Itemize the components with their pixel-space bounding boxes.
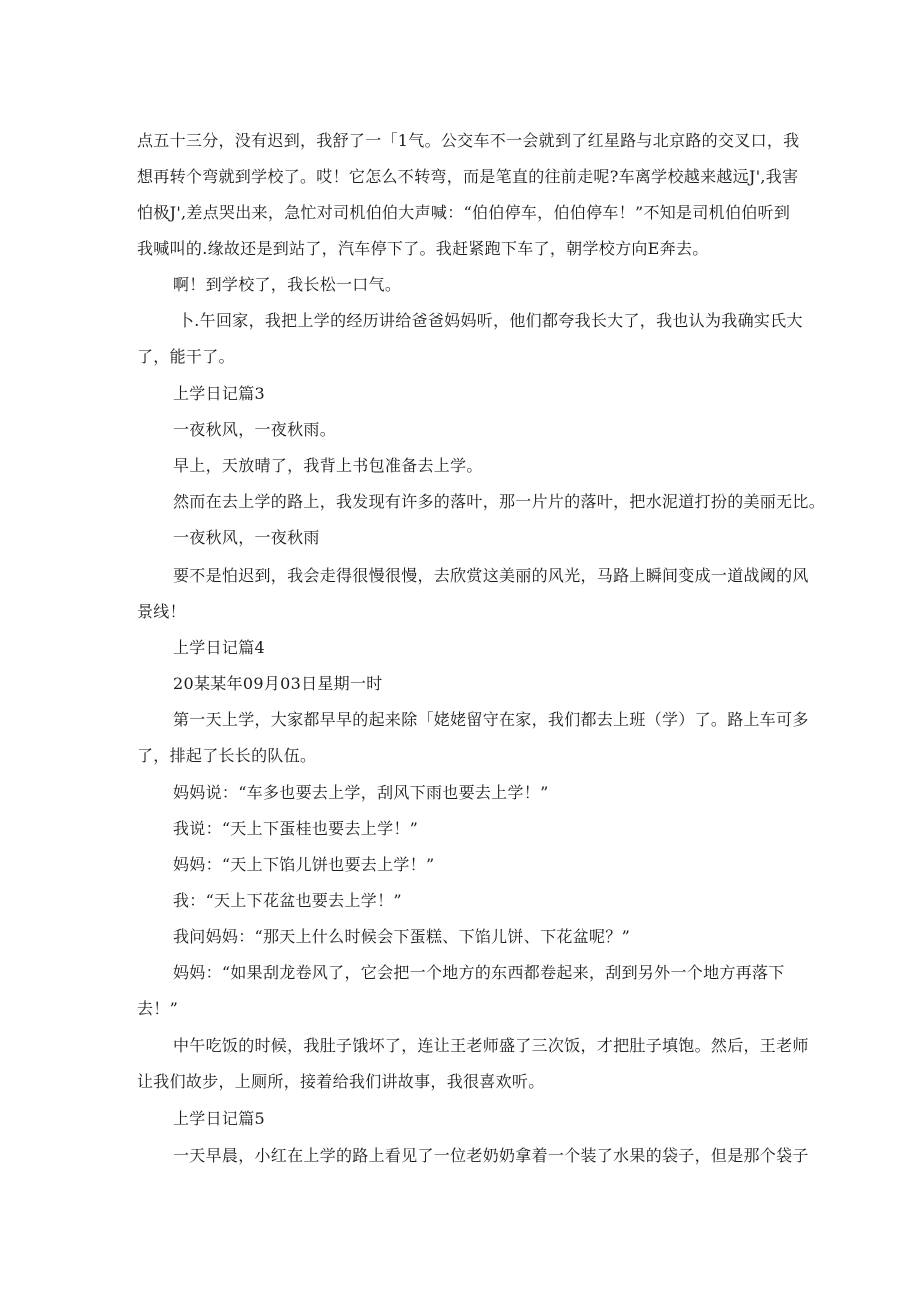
paragraph-line: 要不是怕迟到，我会走得很慢很慢，去欣赏这美丽的风光，马路上瞬间变成一道战阈的风 <box>173 566 809 585</box>
paragraph-line: 啊！到学校了，我长松一口气。 <box>173 275 402 294</box>
paragraph-line: 中午吃饭的时候，我肚子饿坏了，连让王老师盛了三次饭，才把肚子填饱。然后，王老师 <box>173 1036 809 1055</box>
section-heading: 上学日记篇3 <box>173 384 265 403</box>
paragraph-line: 一天早晨，小红在上学的路上看见了一位老奶奶拿着一个装了水果的袋子，但是那个袋子 <box>173 1146 809 1165</box>
paragraph-line: 然而在去上学的路上，我发现有许多的落叶，那一片片的落叶，把水泥道打扮的美丽无比。 <box>173 492 826 511</box>
dialogue-line: 妈妈：“天上下馅儿饼也要去上学！” <box>173 855 435 874</box>
section-heading: 上学日记篇4 <box>173 638 265 657</box>
paragraph-line: 点五十三分，没有迟到，我舒了一「1气。公交车不一会就到了红星路与北京路的交叉口，我 <box>137 131 800 150</box>
paragraph-line: 一夜秋风，一夜秋雨 <box>173 528 320 547</box>
paragraph-line: 一夜秋风，一夜秋雨。 <box>173 420 337 439</box>
section-heading: 上学日记篇5 <box>173 1109 265 1128</box>
dialogue-line: 妈妈：“如果刮龙卷风了，它会把一个地方的东西都卷起来，刮到另外一个地方再落下 <box>173 963 785 982</box>
dialogue-line: 妈妈说：“车多也要去上学，刮风下雨也要去上学！” <box>173 783 549 802</box>
paragraph-line: 了，排起了长长的队伍。 <box>137 746 317 765</box>
dialogue-line: 我：“天上下花盆也要去上学！” <box>173 891 402 910</box>
dialogue-line: 我说：“天上下蛋桂也要去上学！” <box>173 819 419 838</box>
paragraph-line: 怕极J',差点哭出来，急忙对司机伯伯大声喊：“伯伯停车，伯伯停车！”不知是司机伯伯听到 <box>137 203 791 222</box>
paragraph-line: 卜.午回家，我把上学的经历讲给爸爸妈妈听，他们都夸我长大了，我也认为我确实氏大 <box>178 311 803 330</box>
paragraph-line: 我喊叫的.缘故还是到站了，汽车停下了。我赶紧跑下车了，朝学校方向E奔去。 <box>137 239 709 258</box>
dialogue-line: 去！” <box>137 999 179 1018</box>
paragraph-line: 了，能干了。 <box>137 347 235 366</box>
paragraph-line: 让我们故步，上厕所，接着给我们讲故事，我很喜欢听。 <box>137 1072 545 1091</box>
paragraph-line: 早上，天放晴了，我背上书包准备去上学。 <box>173 456 483 475</box>
paragraph-line: 想再转个弯就到学校了。哎！它怎么不转弯，而是笔直的往前走呢?车离学校越来越远J',我害 <box>137 167 799 186</box>
paragraph-line: 景线！ <box>137 602 186 621</box>
paragraph-line: 第一天上学，大家都早早的起来除「姥姥留守在家，我们都去上班（学）了。路上车可多 <box>173 710 809 729</box>
dialogue-line: 我问妈妈：“那天上什么时候会下蛋糕、下馅儿饼、下花盆呢？” <box>173 927 631 946</box>
date-line: 20某某年09月03日星期一时 <box>173 674 383 693</box>
